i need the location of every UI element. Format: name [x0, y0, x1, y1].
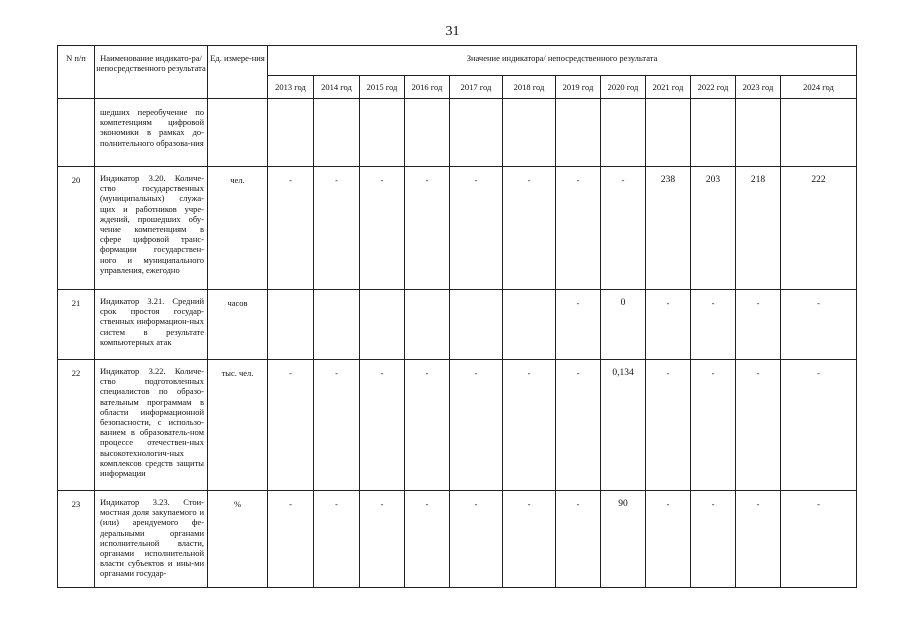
year-value — [781, 99, 857, 167]
unit-of-measure — [208, 99, 268, 167]
year-value — [736, 99, 781, 167]
year-value: - — [405, 167, 450, 290]
year-value — [556, 99, 601, 167]
table-row — [58, 290, 857, 360]
year-value: - — [405, 491, 450, 588]
year-value: - — [268, 491, 314, 588]
header-year: 2015 год — [360, 76, 405, 99]
unit-of-measure: % — [208, 491, 268, 588]
header-year: 2013 год — [268, 76, 314, 99]
header-year: 2024 год — [781, 76, 857, 99]
unit-of-measure: часов — [208, 290, 268, 360]
header-num: N п/п — [58, 46, 95, 99]
row-number — [58, 99, 95, 167]
year-value: - — [646, 491, 691, 588]
year-value: - — [556, 491, 601, 588]
indicator-table — [57, 45, 857, 588]
year-value: - — [556, 360, 601, 491]
table-row — [58, 99, 857, 167]
year-value: - — [646, 290, 691, 360]
year-value — [503, 290, 556, 360]
year-value: - — [736, 491, 781, 588]
year-value — [450, 99, 503, 167]
indicator-name: шедших переобучение по компетенциям цифровой экономики в рамках до-полнительного образова-ния — [95, 99, 208, 167]
year-value — [360, 99, 405, 167]
year-value — [268, 290, 314, 360]
header-year: 2016 год — [405, 76, 450, 99]
year-value: - — [601, 167, 646, 290]
year-value — [450, 290, 503, 360]
header-year: 2021 год — [646, 76, 691, 99]
year-value: - — [503, 360, 556, 491]
header-name: Наименование индикато-ра/непосредственного результата — [95, 46, 208, 99]
year-value: - — [450, 491, 503, 588]
year-value — [360, 290, 405, 360]
header-unit: Ед. измере-ния — [208, 46, 268, 99]
table-row — [58, 491, 857, 588]
year-value: 218 — [736, 167, 781, 290]
year-value: - — [781, 290, 857, 360]
year-value: - — [691, 360, 736, 491]
year-value: - — [360, 491, 405, 588]
year-value: - — [503, 167, 556, 290]
year-value: - — [736, 290, 781, 360]
unit-of-measure: чел. — [208, 167, 268, 290]
year-value: - — [503, 491, 556, 588]
year-value: - — [268, 360, 314, 491]
year-value — [268, 99, 314, 167]
year-value: - — [556, 167, 601, 290]
year-value: - — [781, 491, 857, 588]
year-value: - — [268, 167, 314, 290]
indicator-name: Индикатор 3.21. Средний срок простоя государ-ственных информацион-ных систем в результате компьютерных атак — [95, 290, 208, 360]
table-row — [58, 167, 857, 290]
year-value: 222 — [781, 167, 857, 290]
row-number: 20 — [58, 167, 95, 290]
year-value — [646, 99, 691, 167]
year-value: - — [646, 360, 691, 491]
year-value: 0 — [601, 290, 646, 360]
page-number: 31 — [445, 24, 460, 39]
indicator-name: Индикатор 3.20. Количе-ство государственных (муниципальных) служа-щих и работников учре-ждений, прошедших обу-чение компетенциям в сфере цифровой транс-формации государствен-ного и муниципального управления, ежегодно — [95, 167, 208, 290]
header-year: 2019 год — [556, 76, 601, 99]
row-number: 21 — [58, 290, 95, 360]
year-value: - — [450, 167, 503, 290]
year-value: - — [314, 360, 360, 491]
header-year: 2014 год — [314, 76, 360, 99]
header-year: 2020 год — [601, 76, 646, 99]
year-value: - — [450, 360, 503, 491]
header-row-top — [58, 46, 857, 76]
table-row — [58, 360, 857, 491]
year-value: - — [360, 167, 405, 290]
row-number: 23 — [58, 491, 95, 588]
year-value — [691, 99, 736, 167]
indicator-name: Индикатор 3.22. Количе-ство подготовленных специалистов по образо-вательным программам в области информационной безопасности, с использо-ванием в образователь-ном процессе отечествен-ных высокотехнологич-ных комплексов средств защиты информации — [95, 360, 208, 491]
indicator-name: Индикатор 3.23. Стои-мостная доля закупаемого и (или) арендуемого фе-деральными органами исполнительной власти, органами исполнительной власти субъектов и ины-ми органами государ- — [95, 491, 208, 588]
year-value — [314, 99, 360, 167]
year-value: - — [405, 360, 450, 491]
year-value: 203 — [691, 167, 736, 290]
header-year: 2017 год — [450, 76, 503, 99]
year-value: - — [556, 290, 601, 360]
year-value: - — [691, 290, 736, 360]
year-value: - — [314, 491, 360, 588]
year-value — [503, 99, 556, 167]
table-body — [58, 99, 857, 588]
year-value: 90 — [601, 491, 646, 588]
row-number: 22 — [58, 360, 95, 491]
year-value: - — [691, 491, 736, 588]
year-value — [405, 99, 450, 167]
year-value: - — [736, 360, 781, 491]
year-value: - — [314, 167, 360, 290]
year-value: 0,134 — [601, 360, 646, 491]
header-values-title: Значение индикатора/ непосредственного результата — [268, 46, 857, 76]
year-value: - — [360, 360, 405, 491]
year-value: 238 — [646, 167, 691, 290]
unit-of-measure: тыс. чел. — [208, 360, 268, 491]
year-value — [314, 290, 360, 360]
header-year: 2022 год — [691, 76, 736, 99]
year-value — [405, 290, 450, 360]
year-value: - — [781, 360, 857, 491]
header-year: 2023 год — [736, 76, 781, 99]
header-year: 2018 год — [503, 76, 556, 99]
year-value — [601, 99, 646, 167]
